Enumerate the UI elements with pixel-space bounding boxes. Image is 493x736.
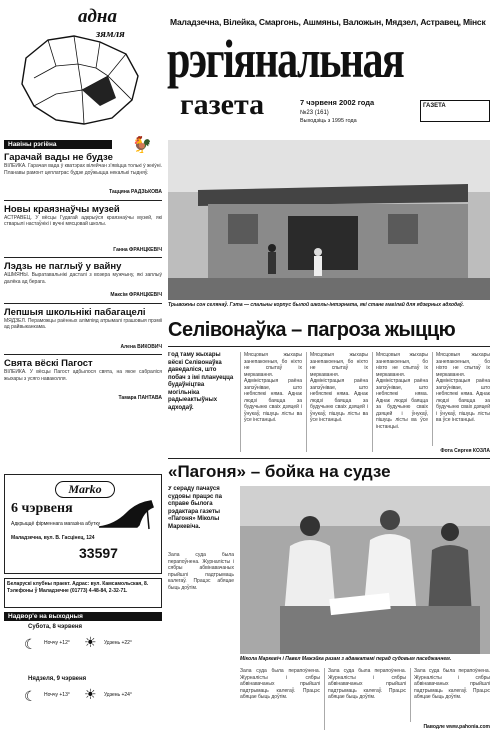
logo-main: рэгіянальная [167, 29, 404, 89]
weather-night: Ноччу +13° [44, 692, 70, 698]
main-photo-caption: Трывожны сон селянаў. Гэта — спальны корпус былой школы-інтэрната, які стане магілай для ядзерных адходаў. [168, 302, 464, 308]
news-author: Таццяна РАДЗЬКОВА [109, 189, 162, 195]
towns-line: Маладзечна, Вілейка, Смаргонь, Ашмяны, Валожын, Мядзел, Астравец, Мінск [170, 17, 486, 27]
news-author: Тамара ПАНТАВА [118, 395, 162, 401]
main-lead: Год таму жыхары вёскі Селівонаўка даведаліся, што побач з імі плануецца будаўніцтва могільніка радыеактыўных адходаў. [168, 352, 234, 411]
weather-panel [4, 622, 162, 730]
sun-icon: ☀ [84, 634, 97, 650]
weather-night: Ноччу +12° [44, 640, 70, 646]
main-body-col-2: Мясцовыя жыхары занепакоеныя, бо ніхто не спытаў іх меркавання. Адміністрацыя раёна запэўнівае, што небяспекі няма. Аднак людзі баяцца за будучыню сваіх дзяцей і ўнукаў, пішуць лісты ва ўсе інстанцыі. [306, 352, 368, 452]
news-author: Алена ВИКОВИЧ [120, 343, 162, 350]
second-author: Паводле www.pahonia.com [423, 724, 490, 730]
shoe-icon [97, 497, 157, 536]
weather-daytime: Удзень +22° [104, 640, 132, 646]
second-headline: «Пагоня» – бойка на судзе [168, 462, 391, 481]
main-body-col-3: Мясцовыя жыхары занепакоеныя, бо ніхто не спытаў іх меркавання. Адміністрацыя раёна запэўнівае, што небяспекі няма. Аднак людзі баяцца за будучыню сваіх дзяцей і ўнукаў, пішуць лісты ва ўсе інстанцыі. [372, 352, 428, 452]
second-body-col-1: Зала суда была перапоўнена. Журналісты і сябры абвінавачаных прыйшлі падтрымаць калегаў. Працэс абяцае быць доўгім. [168, 552, 234, 591]
main-credit: Фота Сяргея КОЗЛА [440, 448, 490, 454]
court-photo [240, 486, 490, 654]
map-title-2: зямля [96, 28, 125, 40]
weather-day [4, 674, 162, 726]
moon-icon: ☾ [24, 636, 37, 652]
court-caption: Мікола Маркевіч і Павел Мажэйка разам з адвакатамі перад судовым паседжаннем. [240, 656, 452, 662]
masthead-badge [420, 100, 490, 122]
ad-text: Адкрыццё фірменнага магазіна абутку [11, 521, 101, 527]
weather-day [4, 622, 162, 674]
news-item [4, 358, 162, 402]
news-text: АСТРАВЕЦ. У вёсцы Гудагай адкрыўся краязнаўчы музей, які стварылі настаўнікі і вучні мясцовай школы. [4, 214, 162, 227]
issue-number: №23 (161) [300, 110, 329, 116]
logo-sub: газета [180, 88, 265, 121]
headline-rule [168, 346, 490, 347]
news-item [4, 307, 162, 351]
badge-text: ГАЗЕТА [423, 103, 446, 109]
news-author: Максім ФРАНЦКЕВІЧ [110, 292, 162, 298]
ad-phone: 33597 [79, 545, 118, 561]
news-text: ВІЛЕЙКА. Гарачая вада ў кватэрах вілейчан з'явіцца толькі ў жніўні. Планавы рамонт цеплатрас будзе доўжыцца некалькі тыдняў. [4, 163, 162, 176]
news-title: Лэдзь не паглыў у вайну [4, 261, 122, 272]
divider [4, 354, 162, 355]
second-body-col-3: Зала суда была перапоўнена. Журналісты і сябры абвінавачаных прыйшлі падтрымаць калегаў. Працэс абяцае быць доўгім. [324, 668, 406, 730]
second-lead: У сераду пачаўся судовы працэс па справе былога рэдактара газеты «Пагоня» Міколы Маркевіча. [168, 486, 222, 530]
sun-icon: ☀ [84, 686, 97, 702]
main-body-col-4: Мясцовыя жыхары занепакоеныя, бо ніхто не спытаў іх меркавання. Адміністрацыя раёна запэўнівае, што небяспекі няма. Аднак людзі баяцца за будучыню сваіх дзяцей і ўнукаў, пішуць лісты ва ўсе інстанцыі. [432, 352, 490, 446]
issue-since: Выходзіць з 1995 года [300, 118, 357, 124]
divider [4, 200, 162, 201]
weather-day-name: Субота, 8 чэрвеня [28, 624, 83, 630]
main-headline: Селівонаўка – пагроза жыццю [168, 319, 456, 341]
news-text: ВІЛЕЙКА. У вёсцы Пагост адбылося свята, на якое сабраліся жыхары з усяго наваколля. [4, 369, 162, 382]
ad-brand: Marko [55, 481, 115, 498]
news-item [4, 261, 162, 299]
news-item [4, 152, 162, 196]
map-title-1: адна [78, 6, 117, 27]
sidebar-news [4, 152, 162, 402]
ad-address: Маладзечна, вул. В. Гасцінец, 124 [11, 535, 95, 541]
shoe-advert [4, 474, 162, 574]
news-author: Ганна ФРАНЦКЕВІЧ [113, 246, 162, 253]
news-title: Гарачай вады не будзе [4, 152, 113, 163]
weather-bar: Надвор'е на выходныя [4, 612, 162, 621]
second-body-col-2: Зала суда была перапоўнена. Журналісты і сябры абвінавачаных прыйшлі падтрымаць калегаў. Працэс абяцае быць доўгім. [240, 668, 320, 700]
news-item [4, 204, 162, 254]
news-text: МЯДЗЕЛ. Пераможцы раённых алімпіяд атрымалі грашовыя прэміі ад райвыканкама. [4, 317, 162, 330]
main-photo [168, 140, 490, 300]
club-notice: Беларускі клубны праект. Адрас: вул. Камсамольская, 8. Тэлефоны ў Маладзечне (01773) 4-48-84, 2-32-71. [4, 578, 162, 608]
sidebar-section-bar: Навіны рэгіёна [4, 140, 112, 149]
second-body-col-4: Зала суда была перапоўнена. Журналісты і сябры абвінавачаных прыйшлі падтрымаць калегаў. Працэс абяцае быць доўгім. [410, 668, 490, 722]
news-title: Лепшыя школьнікі пабагацелі [4, 306, 146, 318]
weather-day-name: Нядзеля, 9 чэрвеня [28, 676, 87, 682]
ad-date: 6 чэрвеня [11, 501, 73, 516]
chicken-icon: 🐓 [132, 137, 152, 154]
divider [4, 257, 162, 258]
main-body-col-1: Мясцовыя жыхары занепакоеныя, бо ніхто не спытаў іх меркавання. Адміністрацыя раёна запэўнівае, што небяспекі няма. Аднак людзі баяцца за будучыню сваіх дзяцей і ўнукаў, пішуць лісты ва ўсе інстанцыі. [240, 352, 302, 452]
news-text: АШМЯНЫ. Выратавальнікі дасталі з возера мужчыну, які заплыў далёка ад берага. [4, 272, 162, 285]
divider [4, 303, 162, 304]
issue-date: 7 чэрвеня 2002 года [300, 98, 375, 107]
news-title: Свята вёскі Пагост [4, 358, 93, 369]
section-rule [168, 458, 490, 459]
map-title [78, 8, 117, 26]
news-title: Новы краязнаўчы музей [4, 203, 120, 215]
weather-daytime: Удзень +24° [104, 692, 132, 698]
moon-icon: ☾ [24, 688, 37, 704]
